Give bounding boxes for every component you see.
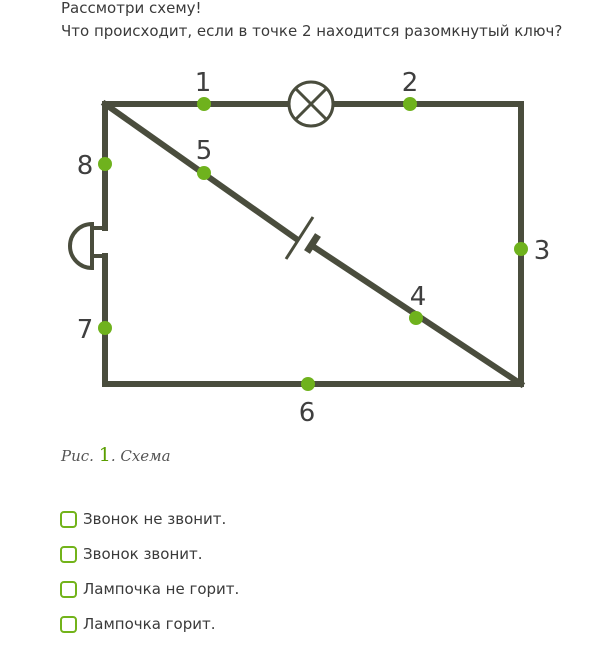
point-label-5: 5 <box>195 136 213 166</box>
answer-option[interactable] <box>60 507 239 531</box>
answer-option-label: Звонок звонит. <box>83 545 203 563</box>
point-label-8: 8 <box>76 151 94 181</box>
checkbox[interactable] <box>60 581 77 598</box>
answer-option-label: Лампочка не горит. <box>83 580 240 598</box>
point-1 <box>197 97 211 111</box>
point-6 <box>301 377 315 391</box>
point-label-4: 4 <box>409 282 427 312</box>
caption-prefix: Рис. <box>61 447 94 465</box>
point-7 <box>98 321 112 335</box>
figure-caption <box>61 444 171 466</box>
question-line-2: Что происходит, если в точке 2 находится разомкнутый ключ? <box>61 22 563 40</box>
answer-option[interactable] <box>60 542 239 566</box>
checkbox[interactable] <box>60 546 77 563</box>
point-label-2: 2 <box>401 68 419 98</box>
point-3 <box>514 242 528 256</box>
answer-option[interactable] <box>60 612 239 636</box>
checkbox[interactable] <box>60 511 77 528</box>
bell-icon <box>70 224 105 268</box>
answer-options <box>60 507 239 647</box>
lamp-icon <box>289 82 333 126</box>
question-line-1: Рассмотри схему! <box>61 0 202 17</box>
point-4 <box>409 311 423 325</box>
answer-option-label: Лампочка горит. <box>83 615 216 633</box>
answer-option-label: Звонок не звонит. <box>83 510 227 528</box>
caption-text: . Схема <box>110 447 171 465</box>
point-label-1: 1 <box>194 68 212 98</box>
answer-option[interactable] <box>60 577 239 601</box>
point-label-6: 6 <box>298 398 316 428</box>
point-label-3: 3 <box>533 236 551 266</box>
point-8 <box>98 157 112 171</box>
point-label-7: 7 <box>76 315 94 345</box>
point-5 <box>197 166 211 180</box>
checkbox[interactable] <box>60 616 77 633</box>
point-2 <box>403 97 417 111</box>
caption-number: 1 <box>98 444 111 466</box>
